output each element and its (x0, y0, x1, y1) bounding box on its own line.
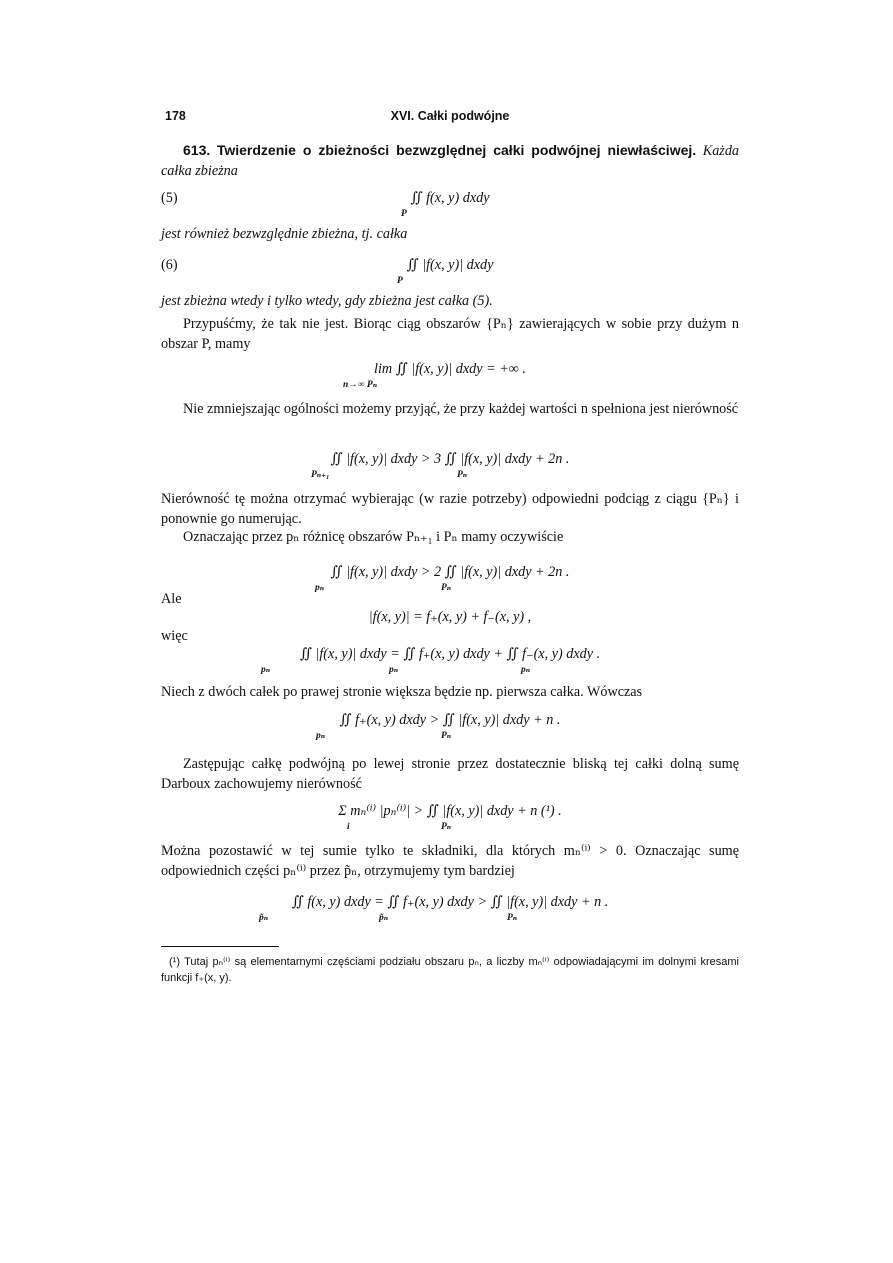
integral-subscript: Pₙ₊₁ (311, 470, 330, 480)
paragraph-text: Ale (161, 591, 182, 607)
theorem-tail (161, 291, 739, 311)
integral-subscript: P (401, 209, 407, 219)
paragraph-text: Nie zmniejszając ogólności możemy przyjąć, że przy każdej wartości n spełniona jest nierówność (183, 401, 739, 417)
paragraph-text: Nierówność tę można otrzymać wybierając (w razie potrzeby) odpowiedni podciąg z ciągu {Pₙ} i ponownie go numerując. (161, 491, 739, 527)
proof-paragraph-6 (161, 754, 739, 794)
integral-subscript: P (397, 276, 403, 286)
equation-body: ∬ |f(x, y)| dxdy > 3 ∬ |f(x, y)| dxdy + 2n . (330, 451, 570, 467)
paragraph-text: Zastępując całkę podwójną po lewej stronie przez dostatecznie bliską tej całki dolną sumę Darboux zachowujemy nierówność (161, 756, 739, 792)
proof-paragraph-1 (161, 314, 739, 354)
theorem-title: Twierdzenie o zbieżności bezwzględnej całki podwójnej niewłaściwej. (216, 142, 697, 158)
equation-body: ∬ |f(x, y)| dxdy (406, 257, 494, 273)
theorem-tail-text: jest zbieżna wtedy i tylko wtedy, gdy zbieżna jest całka (5). (161, 293, 493, 309)
integral-subscript: pₙ (521, 665, 531, 675)
integral-subscript: pₙ (316, 731, 326, 741)
proof-paragraph-5 (161, 682, 739, 702)
proof-paragraph-4 (161, 527, 739, 547)
equation-label: (6) (161, 257, 178, 273)
wiec-label (161, 626, 739, 646)
running-title: XVI. Całki podwójne (390, 109, 510, 123)
paragraph-text: Oznaczając przez pₙ różnicę obszarów Pₙ₊₁ i Pₙ mamy oczywiście (183, 529, 564, 545)
integral-subscript: p̃ₙ (259, 913, 269, 923)
theorem-middle-text: jest również bezwzględnie zbieżna, tj. całka (161, 226, 408, 242)
proof-paragraph-2 (161, 399, 739, 419)
footnote: (¹) Tutaj pₙ⁽ⁱ⁾ są elementarnymi częściami podziału obszaru pₙ, a liczby mₙ⁽ⁱ⁾ odpowiadającymi im dolnymi kresami funkcji f₊(x, y). (161, 956, 739, 984)
integral-subscript: pₙ (261, 665, 271, 675)
page-number: 178 (165, 109, 186, 123)
theorem-lead: Każda całka zbieżna (161, 143, 740, 179)
integral-subscript: Pₙ (441, 822, 452, 832)
theorem-heading (161, 140, 739, 181)
footnote-rule (161, 946, 279, 947)
paragraph-text: więc (161, 628, 188, 644)
equation-body: ∬ |f(x, y)| dxdy = ∬ f₊(x, y) dxdy + ∬ f₋(x, y) dxdy . (299, 646, 601, 662)
integral-subscript: Pₙ (457, 470, 468, 480)
equation-body: |f(x, y)| = f₊(x, y) + f₋(x, y) , (368, 609, 532, 625)
equation-body: ∬ f(x, y) dxdy (410, 190, 490, 206)
paragraph-text: Można pozostawić w tej sumie tylko te składniki, dla których mₙ⁽ⁱ⁾ > 0. Oznaczając sumę odpowiednich części pₙ⁽ⁱ⁾ przez p̃ₙ, otrzymujemy tym bardziej (161, 843, 739, 879)
integral-subscript: pₙ (389, 665, 399, 675)
integral-subscript: Pₙ (507, 913, 518, 923)
proof-paragraph-7 (161, 841, 739, 881)
integral-subscript: n→∞ Pₙ (343, 380, 378, 390)
paragraph-text: Niech z dwóch całek po prawej stronie większa będzie np. pierwsza całka. Wówczas (161, 684, 643, 700)
ale-label (161, 589, 739, 609)
proof-paragraph-3 (161, 489, 739, 529)
equation-body: Σ mₙ⁽ⁱ⁾ |pₙ⁽ⁱ⁾| > ∬ |f(x, y)| dxdy + n (¹) . (338, 803, 562, 819)
integral-subscript: p̃ₙ (379, 913, 389, 923)
paragraph-text: Przypuśćmy, że tak nie jest. Biorąc ciąg obszarów {Pₙ} zawierających w sobie przy dużym n obszar P, mamy (161, 316, 739, 352)
integral-subscript: Pₙ (441, 731, 452, 741)
equation-body: ∬ f(x, y) dxdy = ∬ f₊(x, y) dxdy > ∬ |f(x, y)| dxdy + n . (291, 894, 609, 910)
theorem-number: 613. (183, 142, 211, 158)
integral-subscript: Pₙ (441, 583, 452, 593)
equation-label: (5) (161, 190, 178, 206)
equation-body: lim ∬ |f(x, y)| dxdy = +∞ . (374, 361, 526, 377)
equation-body: ∬ f₊(x, y) dxdy > ∬ |f(x, y)| dxdy + n . (339, 712, 561, 728)
equation-body: ∬ |f(x, y)| dxdy > 2 ∬ |f(x, y)| dxdy + 2n . (330, 564, 570, 580)
sum-subscript: i (347, 822, 350, 832)
integral-subscript: pₙ (315, 583, 325, 593)
theorem-middle (161, 224, 739, 244)
